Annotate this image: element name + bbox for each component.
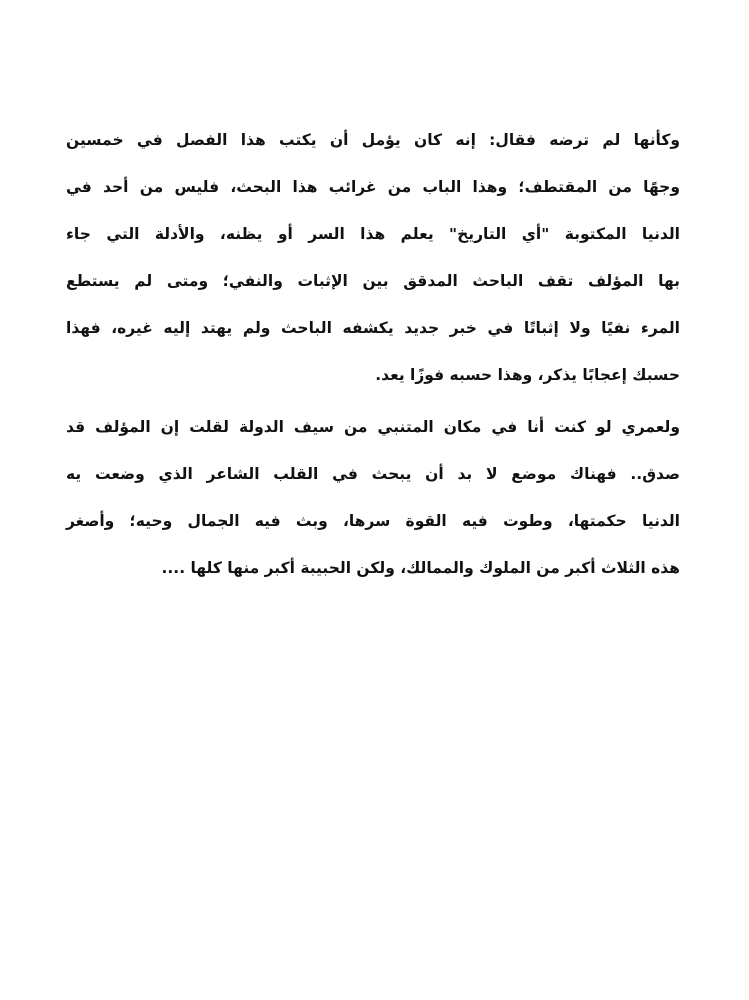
paragraph-line: الدنيا حكمتها، وطوت فيه القوة سرها، وبث فيه الجمال وحيه؛ وأصغر (66, 512, 680, 530)
paragraph-line: المرء نفيًا ولا إثباتًا في خبر جديد يكشفه الباحث ولم يهتد إليه غيره، فهذا (66, 319, 680, 337)
paragraph-2 (66, 412, 680, 600)
paragraph-line: وجهًا من المقتطف؛ وهذا الباب من غرائب هذا البحث، فليس من أحد في (66, 178, 680, 196)
paragraph-line: حسبك إعجابًا يذكر، وهذا حسبه فوزًا يعد. (375, 366, 680, 384)
paragraph-line: الدنيا المكتوبة "أي التاريخ" يعلم هذا السر أو يظنه، والأدلة التي جاء (66, 225, 680, 243)
paragraph-1 (66, 125, 680, 407)
paragraph-line: ولعمري لو كنت أنا في مكان المتنبي من سيف الدولة لقلت إن المؤلف قد (66, 418, 680, 436)
paragraph-line: صدق.. فهناك موضع لا بد أن يبحث في القلب الشاعر الذي وضعت يه (66, 465, 680, 483)
paragraph-line: هذه الثلاث أكبر من الملوك والممالك، ولكن الحبيبة أكبر منها كلها .... (161, 559, 680, 577)
paragraph-line: وكأنها لم ترضه فقال: إنه كان يؤمل أن يكتب هذا الفصل في خمسين (66, 131, 680, 149)
paragraph-line: بها المؤلف تقف الباحث المدقق بين الإثبات والنفي؛ ومتى لم يستطع (66, 272, 680, 290)
